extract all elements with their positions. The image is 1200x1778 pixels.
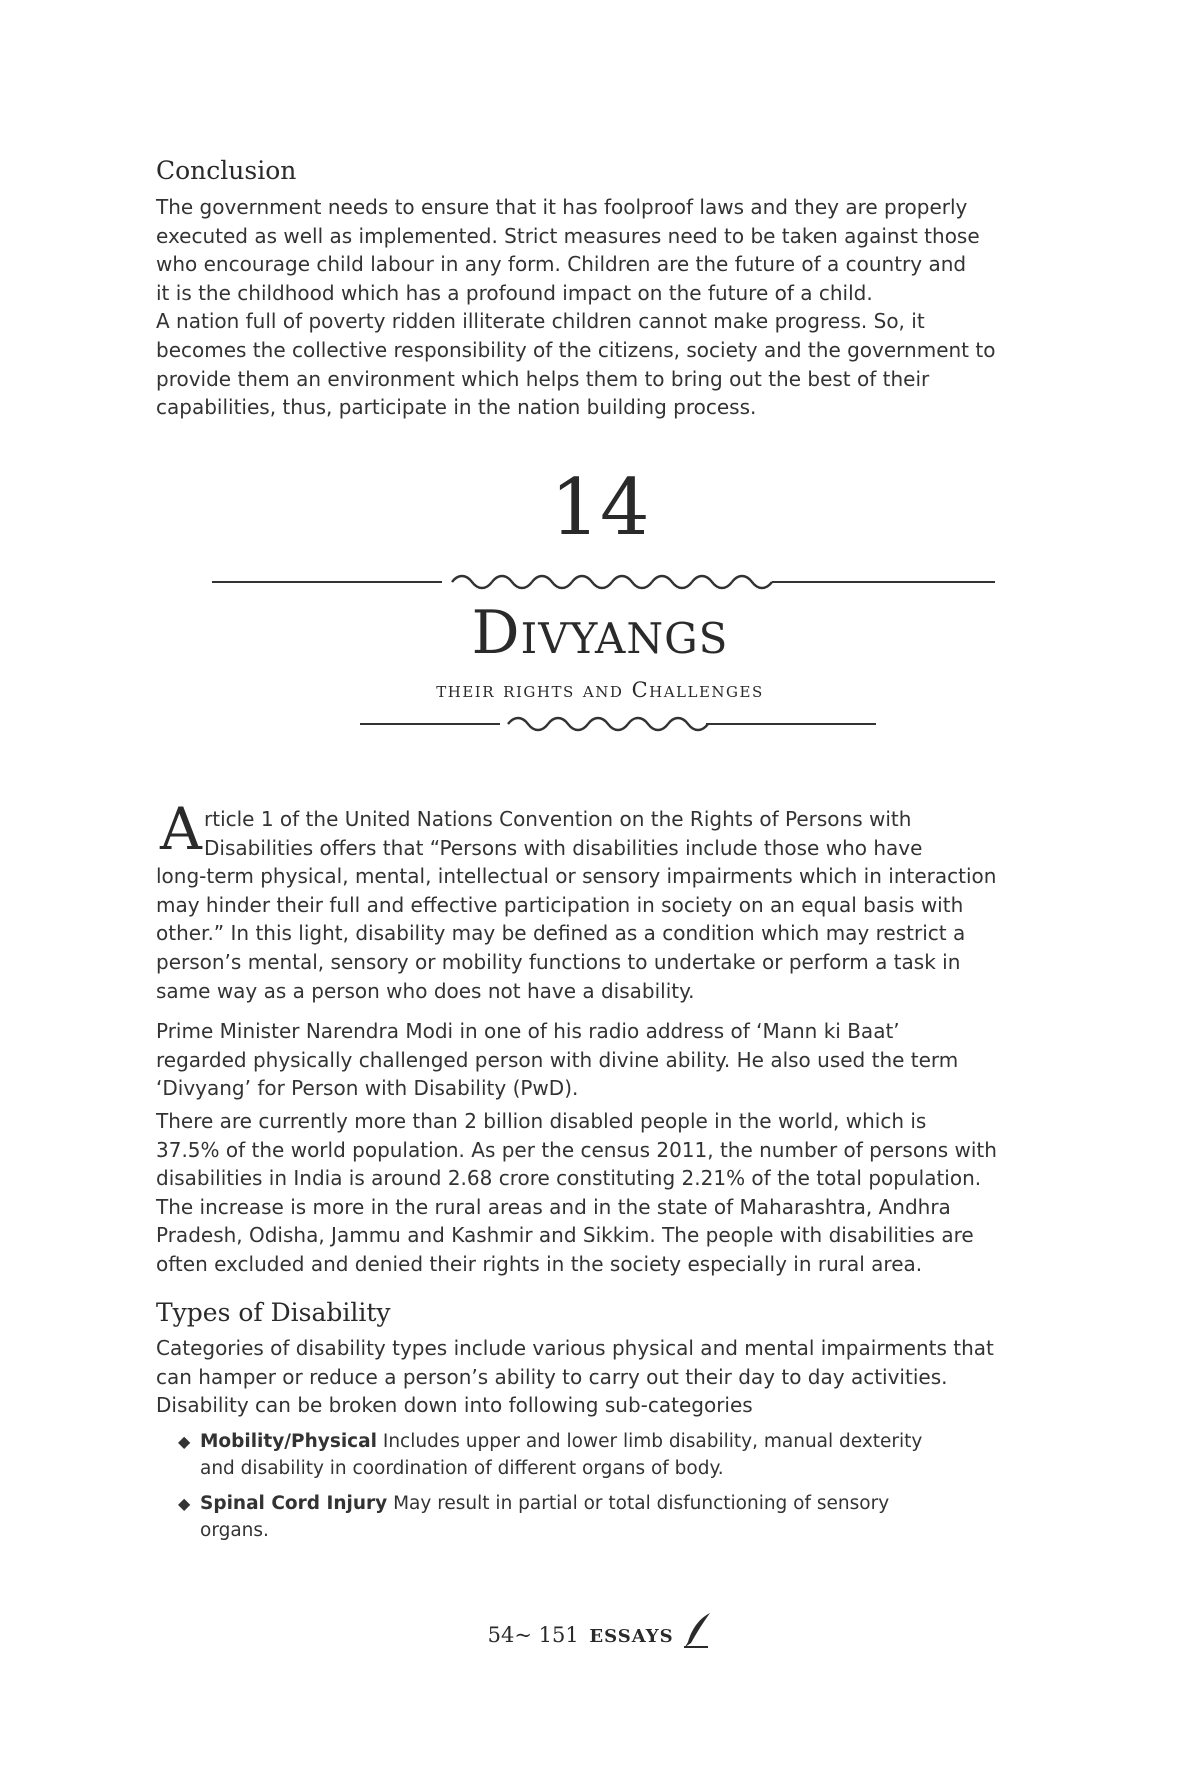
text-line: May result in partial or total disfunctioning of sensory — [393, 1493, 890, 1514]
text-line: it is the childhood which has a profound impact on the future of a child. — [156, 280, 873, 305]
ornament-divider-top — [0, 570, 1200, 594]
text-line: becomes the collective responsibility of the citizens, society and the government to — [156, 337, 996, 362]
page-footer — [0, 1612, 1200, 1648]
conclusion-heading: Conclusion — [156, 156, 297, 185]
text-line: The increase is more in the rural areas and in the state of Maharashtra, Andhra — [156, 1194, 951, 1219]
text-line: who encourage child labour in any form. Children are the future of a country and — [156, 252, 967, 277]
text-line: capabilities, thus, participate in the nation building process. — [156, 395, 757, 420]
conclusion-paragraph — [156, 193, 1056, 422]
list-item — [174, 1428, 1064, 1482]
text-line: A nation full of poverty ridden illiterate children cannot make progress. So, it — [156, 309, 925, 334]
text-line: Prime Minister Narendra Modi in one of his radio address of ‘Mann ki Baat’ — [156, 1019, 900, 1043]
text-line: Disabilities offers that “Persons with disabilities include those who have — [204, 835, 923, 860]
text-line: same way as a person who does not have a disability. — [156, 978, 695, 1003]
ornament-divider-bottom — [0, 712, 1200, 736]
chapter-title: Divyangs — [471, 598, 729, 668]
text-line: Pradesh, Odisha, Jammu and Kashmir and Sikkim. The people with disabilities are — [156, 1223, 974, 1248]
text-line: Categories of disability types include various physical and mental impairments that — [156, 1336, 994, 1360]
text-line: other.” In this light, disability may be defined as a condition which may restrict a — [156, 921, 966, 946]
statistics-paragraph — [156, 1107, 1056, 1279]
text-line: may hinder their full and effective participation in society on an equal basis with — [156, 892, 964, 917]
modi-paragraph — [156, 1017, 1056, 1103]
text-line: Includes upper and lower limb disability, manual dexterity — [382, 1431, 923, 1452]
intro-paragraph — [156, 805, 1056, 1005]
text-line: disabilities in India is around 2.68 crore constituting 2.21% of the total population. — [156, 1166, 982, 1191]
text-line: Disability can be broken down into following sub-categories — [156, 1393, 753, 1418]
drop-cap: A — [160, 795, 202, 863]
text-line: and disability in coordination of different organs of body. — [200, 1458, 724, 1479]
bullet-icon: ◆ — [178, 1494, 191, 1513]
list-item — [174, 1490, 1064, 1544]
text-line: can hamper or reduce a person’s ability to carry out their day to day activities. — [156, 1364, 948, 1389]
types-paragraph — [156, 1334, 1056, 1420]
page-number: 54~ 151 — [487, 1623, 579, 1647]
bullet-term: Mobility/Physical — [200, 1431, 377, 1452]
chapter-subtitle: their rights and Challenges — [436, 678, 764, 702]
quill-icon — [682, 1612, 712, 1648]
chapter-number: 14 — [550, 463, 650, 553]
disability-list — [174, 1428, 1064, 1544]
text-line: provide them an environment which helps them to bring out the best of their — [156, 366, 930, 391]
text-line: organs. — [200, 1520, 269, 1541]
text-line: rticle 1 of the United Nations Convention on the Rights of Persons with — [204, 807, 912, 831]
text-line: ‘Divyang’ for Person with Disability (PwD). — [156, 1076, 579, 1101]
text-line: often excluded and denied their rights in the society especially in rural area. — [156, 1251, 923, 1276]
bullet-term: Spinal Cord Injury — [200, 1493, 388, 1514]
text-line: regarded physically challenged person with divine ability. He also used the term — [156, 1047, 959, 1072]
text-line: 37.5% of the world population. As per the census 2011, the number of persons with — [156, 1137, 997, 1162]
bullet-icon: ◆ — [178, 1432, 191, 1451]
text-line: The government needs to ensure that it has foolproof laws and they are properly — [156, 195, 968, 219]
text-line: person’s mental, sensory or mobility functions to undertake or perform a task in — [156, 949, 961, 974]
types-heading: Types of Disability — [156, 1298, 391, 1327]
text-line: long-term physical, mental, intellectual or sensory impairments which in interaction — [156, 864, 997, 889]
text-line: There are currently more than 2 billion disabled people in the world, which is — [156, 1109, 927, 1133]
book-brand: ESSAYS — [589, 1626, 674, 1647]
text-line: executed as well as implemented. Strict measures need to be taken against those — [156, 223, 980, 248]
